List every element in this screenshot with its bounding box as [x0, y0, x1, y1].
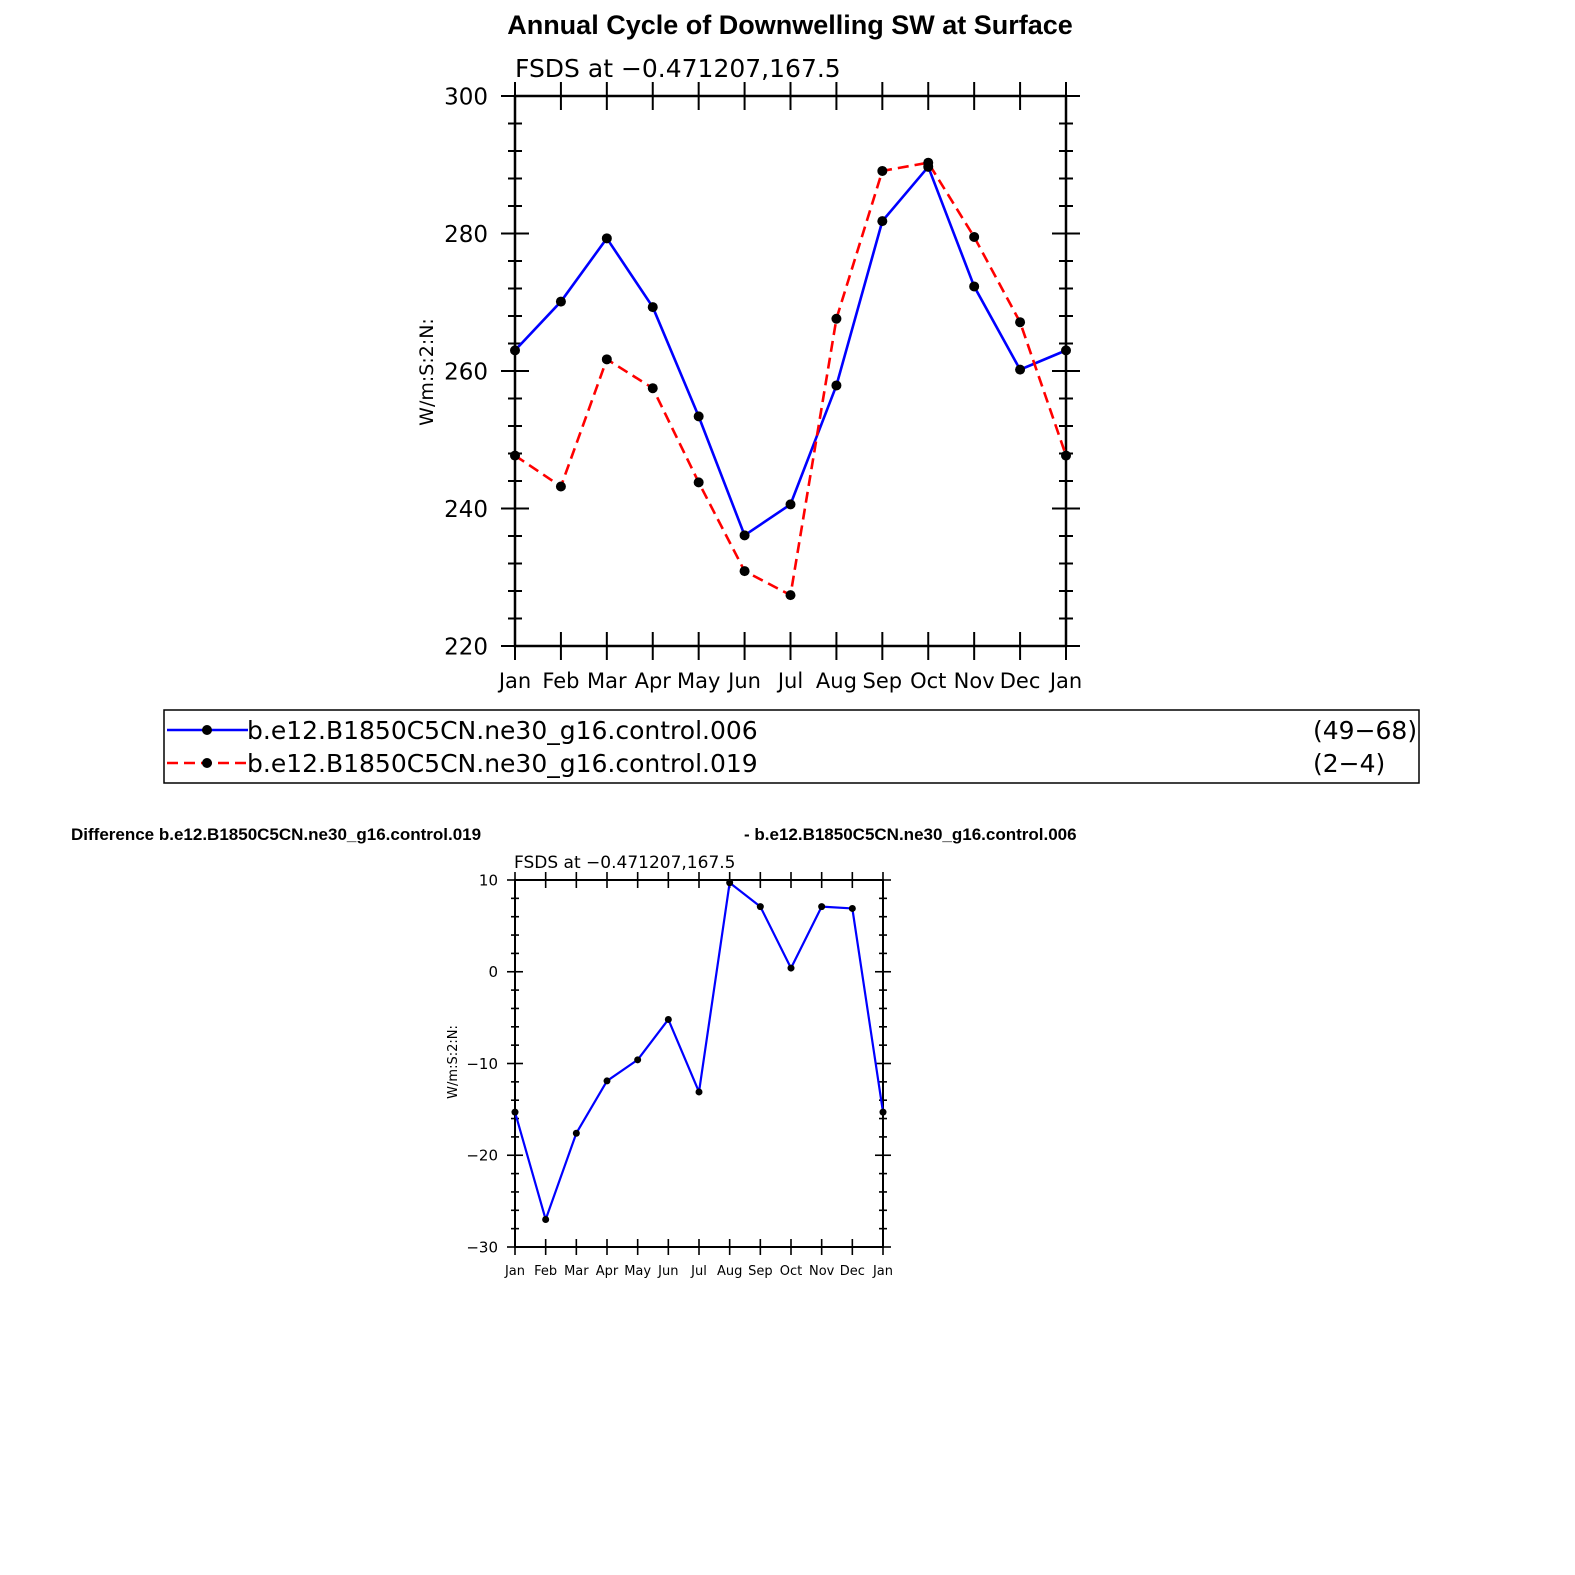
- main-series-1-point: [877, 166, 887, 176]
- diff-series-0-point: [818, 903, 825, 910]
- diff-chart-subtitle: FSDS at −0.471207,167.5: [514, 853, 736, 873]
- diff-series-0-point: [573, 1130, 580, 1137]
- main-series-0-point: [877, 216, 887, 226]
- main-series-0-point: [1061, 345, 1071, 355]
- main-series-1-point: [648, 383, 658, 393]
- diff-ytick-label: −20: [466, 1146, 498, 1165]
- diff-chart: [466, 871, 893, 1279]
- diff-series-0-point: [542, 1216, 549, 1223]
- diff-series-0-point: [849, 905, 856, 912]
- main-series-0-point: [694, 411, 704, 421]
- main-plot-frame: [515, 96, 1066, 646]
- diff-xtick-label: Oct: [779, 1264, 803, 1279]
- diff-series-0-point: [696, 1088, 703, 1095]
- main-series-1-point: [923, 158, 933, 168]
- diff-title-right: - b.e12.B1850C5CN.ne30_g16.control.006: [744, 825, 1077, 844]
- main-series-0-point: [602, 233, 612, 243]
- main-series-0-point: [648, 302, 658, 312]
- main-xtick-label: Jul: [777, 669, 804, 693]
- main-series-line-1: [515, 163, 1066, 595]
- diff-series-0-point: [634, 1056, 641, 1063]
- diff-series-0-point: [880, 1109, 887, 1116]
- diff-xtick-label: Feb: [534, 1264, 558, 1279]
- legend-marker-control-006: [202, 725, 212, 735]
- main-xtick-label: Jan: [1049, 669, 1083, 693]
- main-series-1-point: [1061, 451, 1071, 461]
- diff-series-0-point: [604, 1077, 611, 1084]
- main-series-1-point: [556, 482, 566, 492]
- diff-xtick-label: Jun: [658, 1264, 679, 1279]
- diff-series-0-point: [726, 879, 733, 886]
- main-ytick-label: 300: [444, 84, 488, 111]
- diff-xtick-label: Dec: [839, 1264, 865, 1279]
- diff-xtick-label: Sep: [748, 1264, 773, 1279]
- main-xtick-label: Jan: [498, 669, 532, 693]
- diff-ytick-label: 0: [488, 963, 498, 982]
- legend-marker-control-019: [202, 758, 212, 768]
- diff-series-0-point: [665, 1016, 672, 1023]
- main-series-1-point: [740, 566, 750, 576]
- main-xtick-label: Mar: [587, 669, 627, 693]
- diff-xtick-label: Mar: [564, 1264, 589, 1279]
- diff-ytick-label: −10: [466, 1054, 498, 1073]
- main-series-1-point: [602, 354, 612, 364]
- diff-xtick-label: Nov: [808, 1264, 835, 1279]
- main-series-1-point: [694, 477, 704, 487]
- diff-xtick-label: May: [624, 1264, 652, 1279]
- main-series-0-point: [740, 530, 750, 540]
- diff-xtick-label: Apr: [595, 1264, 619, 1279]
- figure-title: Annual Cycle of Downwelling SW at Surface: [507, 10, 1073, 40]
- main-series-0-point: [1015, 365, 1025, 375]
- main-ytick-label: 280: [444, 221, 488, 248]
- diff-series-0-point: [512, 1109, 519, 1116]
- main-series-0-point: [831, 380, 841, 390]
- diff-plot-frame: [515, 880, 883, 1247]
- main-xtick-label: Aug: [815, 669, 857, 693]
- main-series-0-point: [786, 499, 796, 509]
- main-chart-ylabel: W/m:S:2:N:: [416, 318, 438, 426]
- main-xtick-label: Dec: [999, 669, 1041, 693]
- main-xtick-label: Oct: [910, 669, 947, 693]
- main-xtick-label: Nov: [953, 669, 995, 693]
- diff-ytick-label: 10: [478, 871, 498, 890]
- main-xtick-label: May: [676, 669, 721, 693]
- main-series-1-point: [786, 590, 796, 600]
- main-xtick-label: Feb: [542, 669, 580, 693]
- diff-series-line-0: [515, 883, 883, 1220]
- diff-xtick-label: Jan: [504, 1264, 526, 1279]
- main-series-1-point: [969, 232, 979, 242]
- main-chart: [444, 82, 1082, 693]
- legend-label-control-019: b.e12.B1850C5CN.ne30_g16.control.019: [247, 749, 758, 778]
- legend-years-control-019: (2−4): [1313, 749, 1386, 778]
- main-series-0-point: [969, 281, 979, 291]
- diff-xtick-label: Jul: [691, 1264, 707, 1279]
- main-series-1-point: [510, 451, 520, 461]
- legend-years-control-006: (49−68): [1313, 716, 1418, 745]
- main-xtick-label: Jun: [728, 669, 761, 693]
- diff-chart-ylabel: W/m:S:2:N:: [446, 1025, 461, 1099]
- main-series-1-point: [1015, 317, 1025, 327]
- diff-xtick-label: Aug: [716, 1264, 743, 1279]
- diff-series-0-point: [757, 903, 764, 910]
- main-ytick-label: 220: [444, 634, 488, 661]
- main-series-0-point: [556, 297, 566, 307]
- diff-xtick-label: Jan: [872, 1264, 894, 1279]
- main-chart-subtitle: FSDS at −0.471207,167.5: [515, 54, 841, 83]
- main-series-line-0: [515, 167, 1066, 536]
- diff-title-left: Difference b.e12.B1850C5CN.ne30_g16.control.019: [71, 825, 482, 844]
- legend-label-control-006: b.e12.B1850C5CN.ne30_g16.control.006: [247, 716, 758, 745]
- diff-series-0-point: [788, 965, 795, 972]
- main-series-1-point: [831, 314, 841, 324]
- main-xtick-label: Sep: [862, 669, 903, 693]
- main-xtick-label: Apr: [634, 669, 671, 693]
- main-ytick-label: 260: [444, 359, 488, 386]
- diff-ytick-label: −30: [466, 1238, 498, 1257]
- main-ytick-label: 240: [444, 496, 488, 523]
- legend: [164, 710, 1419, 783]
- main-series-0-point: [510, 345, 520, 355]
